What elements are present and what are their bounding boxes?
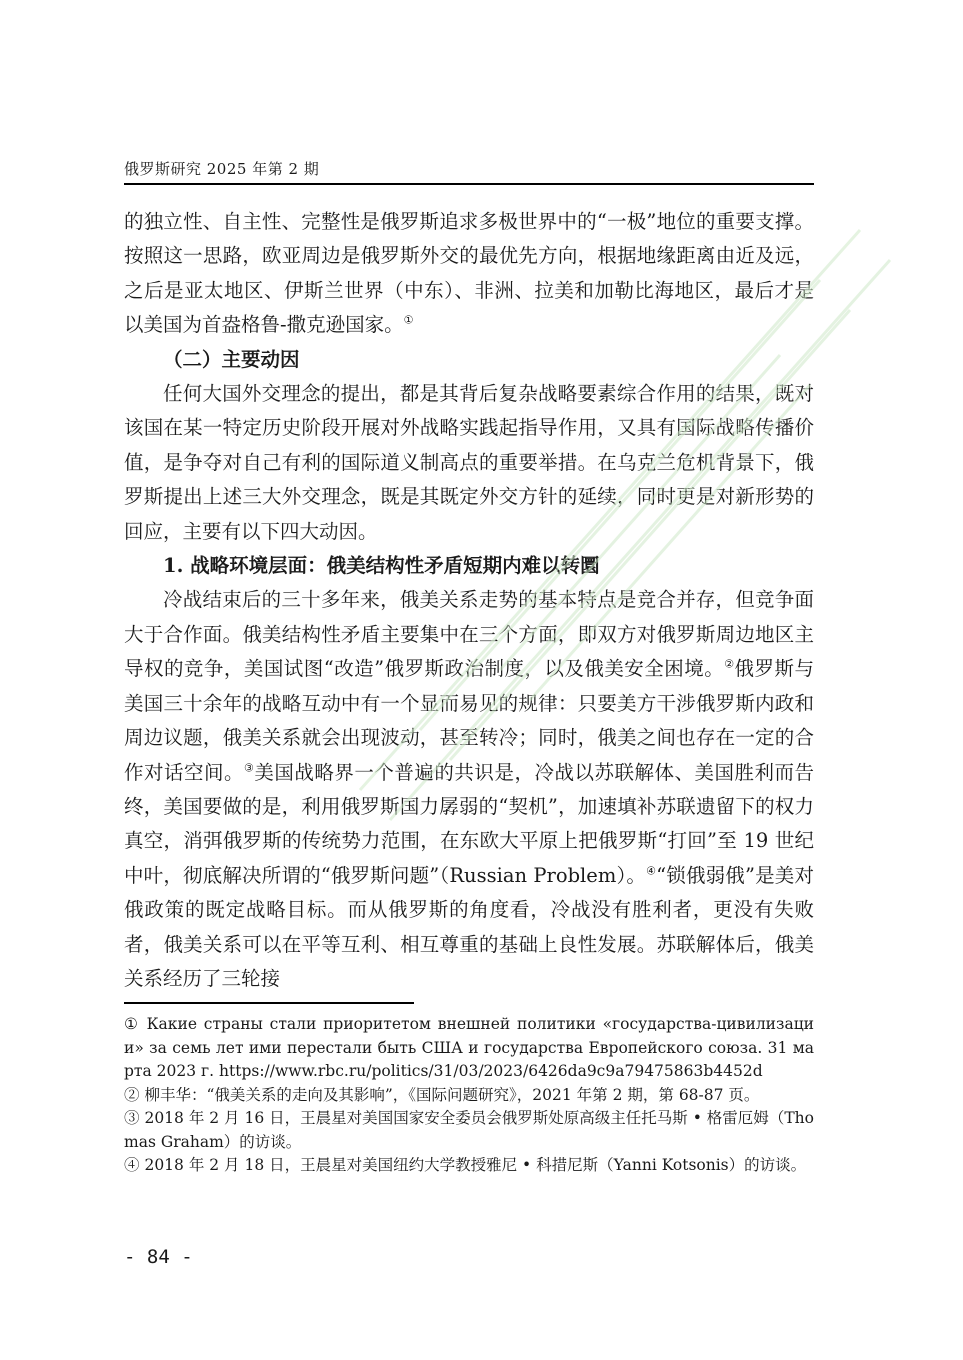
paragraph-3-text-b: 俄罗斯与美国三十余年的战略互动中有一个显而易见的规律：只要美方干涉俄罗斯内政和周边议题，俄美关系就会出现波动，甚至转冷；同时，俄美之间也存在一定的合作对话空间。 <box>124 657 814 784</box>
paragraph-3 <box>124 583 814 996</box>
footnote-mark: ③ <box>124 1109 140 1127</box>
footnote-ref-4[interactable]: ④ <box>646 864 657 878</box>
footnotes <box>124 1013 814 1178</box>
footnote-ref-2[interactable]: ② <box>724 657 735 671</box>
footnote-1 <box>124 1013 814 1084</box>
section-heading: （二）主要动因 <box>163 347 300 371</box>
footnote-text: 2018 年 2 月 16 日，王晨星对美国国家安全委员会俄罗斯处原高级主任托马斯 • 格雷厄姆（Thomas Graham）的访谈。 <box>124 1109 814 1151</box>
footnote-mark: ② <box>124 1085 140 1104</box>
footnote-4 <box>124 1154 814 1178</box>
document-page <box>124 0 814 1360</box>
paragraph-3-text-d: “锁俄弱俄”是美对俄政策的既定战略目标。而从俄罗斯的角度看，冷战没有胜利者，更没有失败者，俄美关系可以在平等互利、相互尊重的基础上良性发展。苏联解体后，俄美关系经历了三轮接 <box>124 863 814 990</box>
paragraph-3-text-a: 冷战结束后的三十多年来，俄美关系走势的基本特点是竞合并存，但竞争面大于合作面。俄美结构性矛盾主要集中在三个方面，即双方对俄罗斯周边地区主导权的竞争，美国试图“改造”俄罗斯政治制度，以及俄美安全困境。 <box>124 588 814 681</box>
footnote-3 <box>124 1107 814 1154</box>
footnote-mark: ④ <box>124 1156 140 1174</box>
footnote-text: 柳丰华：“俄美关系的走向及其影响”，《国际问题研究》，2021 年第 2 期，第 68-87 页。 <box>144 1085 760 1104</box>
paragraph-1 <box>124 205 814 343</box>
footnote-ref-1[interactable]: ① <box>403 313 414 327</box>
page-number: - 84 - <box>124 1246 193 1268</box>
footnote-2 <box>124 1084 814 1108</box>
footnote-mark: ① <box>124 1015 140 1033</box>
paragraph-3-text-c: 美国战略界一个普遍的共识是，冷战以苏联解体、美国胜利而告终，美国要做的是，利用俄罗斯国力孱弱的“契机”，加速填补苏联遗留下的权力真空，消弭俄罗斯的传统势力范围，在东欧大平原上把俄罗斯“打回”至 19 世纪中叶，彻底解决所谓的“俄罗斯问题”（Russian Problem）。 <box>124 760 814 887</box>
paragraph-1-text: 的独立性、自主性、完整性是俄罗斯追求多极世界中的“一极”地位的重要支撑。按照这一思路，欧亚周边是俄罗斯外交的最优先方向，根据地缘距离由近及远，之后是亚太地区、伊斯兰世界（中东）、非洲、拉美和加勒比海地区，最后才是以美国为首盎格鲁-撒克逊国家。 <box>124 210 814 337</box>
footnote-text: 2018 年 2 月 18 日，王晨星对美国纽约大学教授雅尼 • 科措尼斯（Yanni Kotsonis）的访谈。 <box>144 1156 807 1174</box>
footnote-rule <box>124 1002 414 1004</box>
running-header: 俄罗斯研究 2025 年第 2 期 <box>124 160 320 178</box>
main-text <box>124 205 814 996</box>
subsection-heading: 1. 战略环境层面：俄美结构性矛盾短期内难以转圜 <box>163 554 600 578</box>
paragraph-2: 任何大国外交理念的提出，都是其背后复杂战略要素综合作用的结果，既对该国在某一特定历史阶段开展对外战略实践起指导作用，又具有国际战略传播价值，是争夺对自己有利的国际道义制高点的重要举措。在乌克兰危机背景下，俄罗斯提出上述三大外交理念，既是其既定外交方针的延续，同时更是对新形势的回应，主要有以下四大动因。 <box>124 382 814 543</box>
footnote-ref-3[interactable]: ③ <box>244 761 255 774</box>
header-rule <box>124 183 814 185</box>
footnote-text: Какие страны стали приоритетом внешней политики «государства-цивилизации» за семь лет ими перестали быть США и государства Европейского союза. 31 марта 2023 г. https://www.rbc.ru/politics/31/03/2023/6426da9c9a79475863b4452d <box>124 1015 814 1080</box>
